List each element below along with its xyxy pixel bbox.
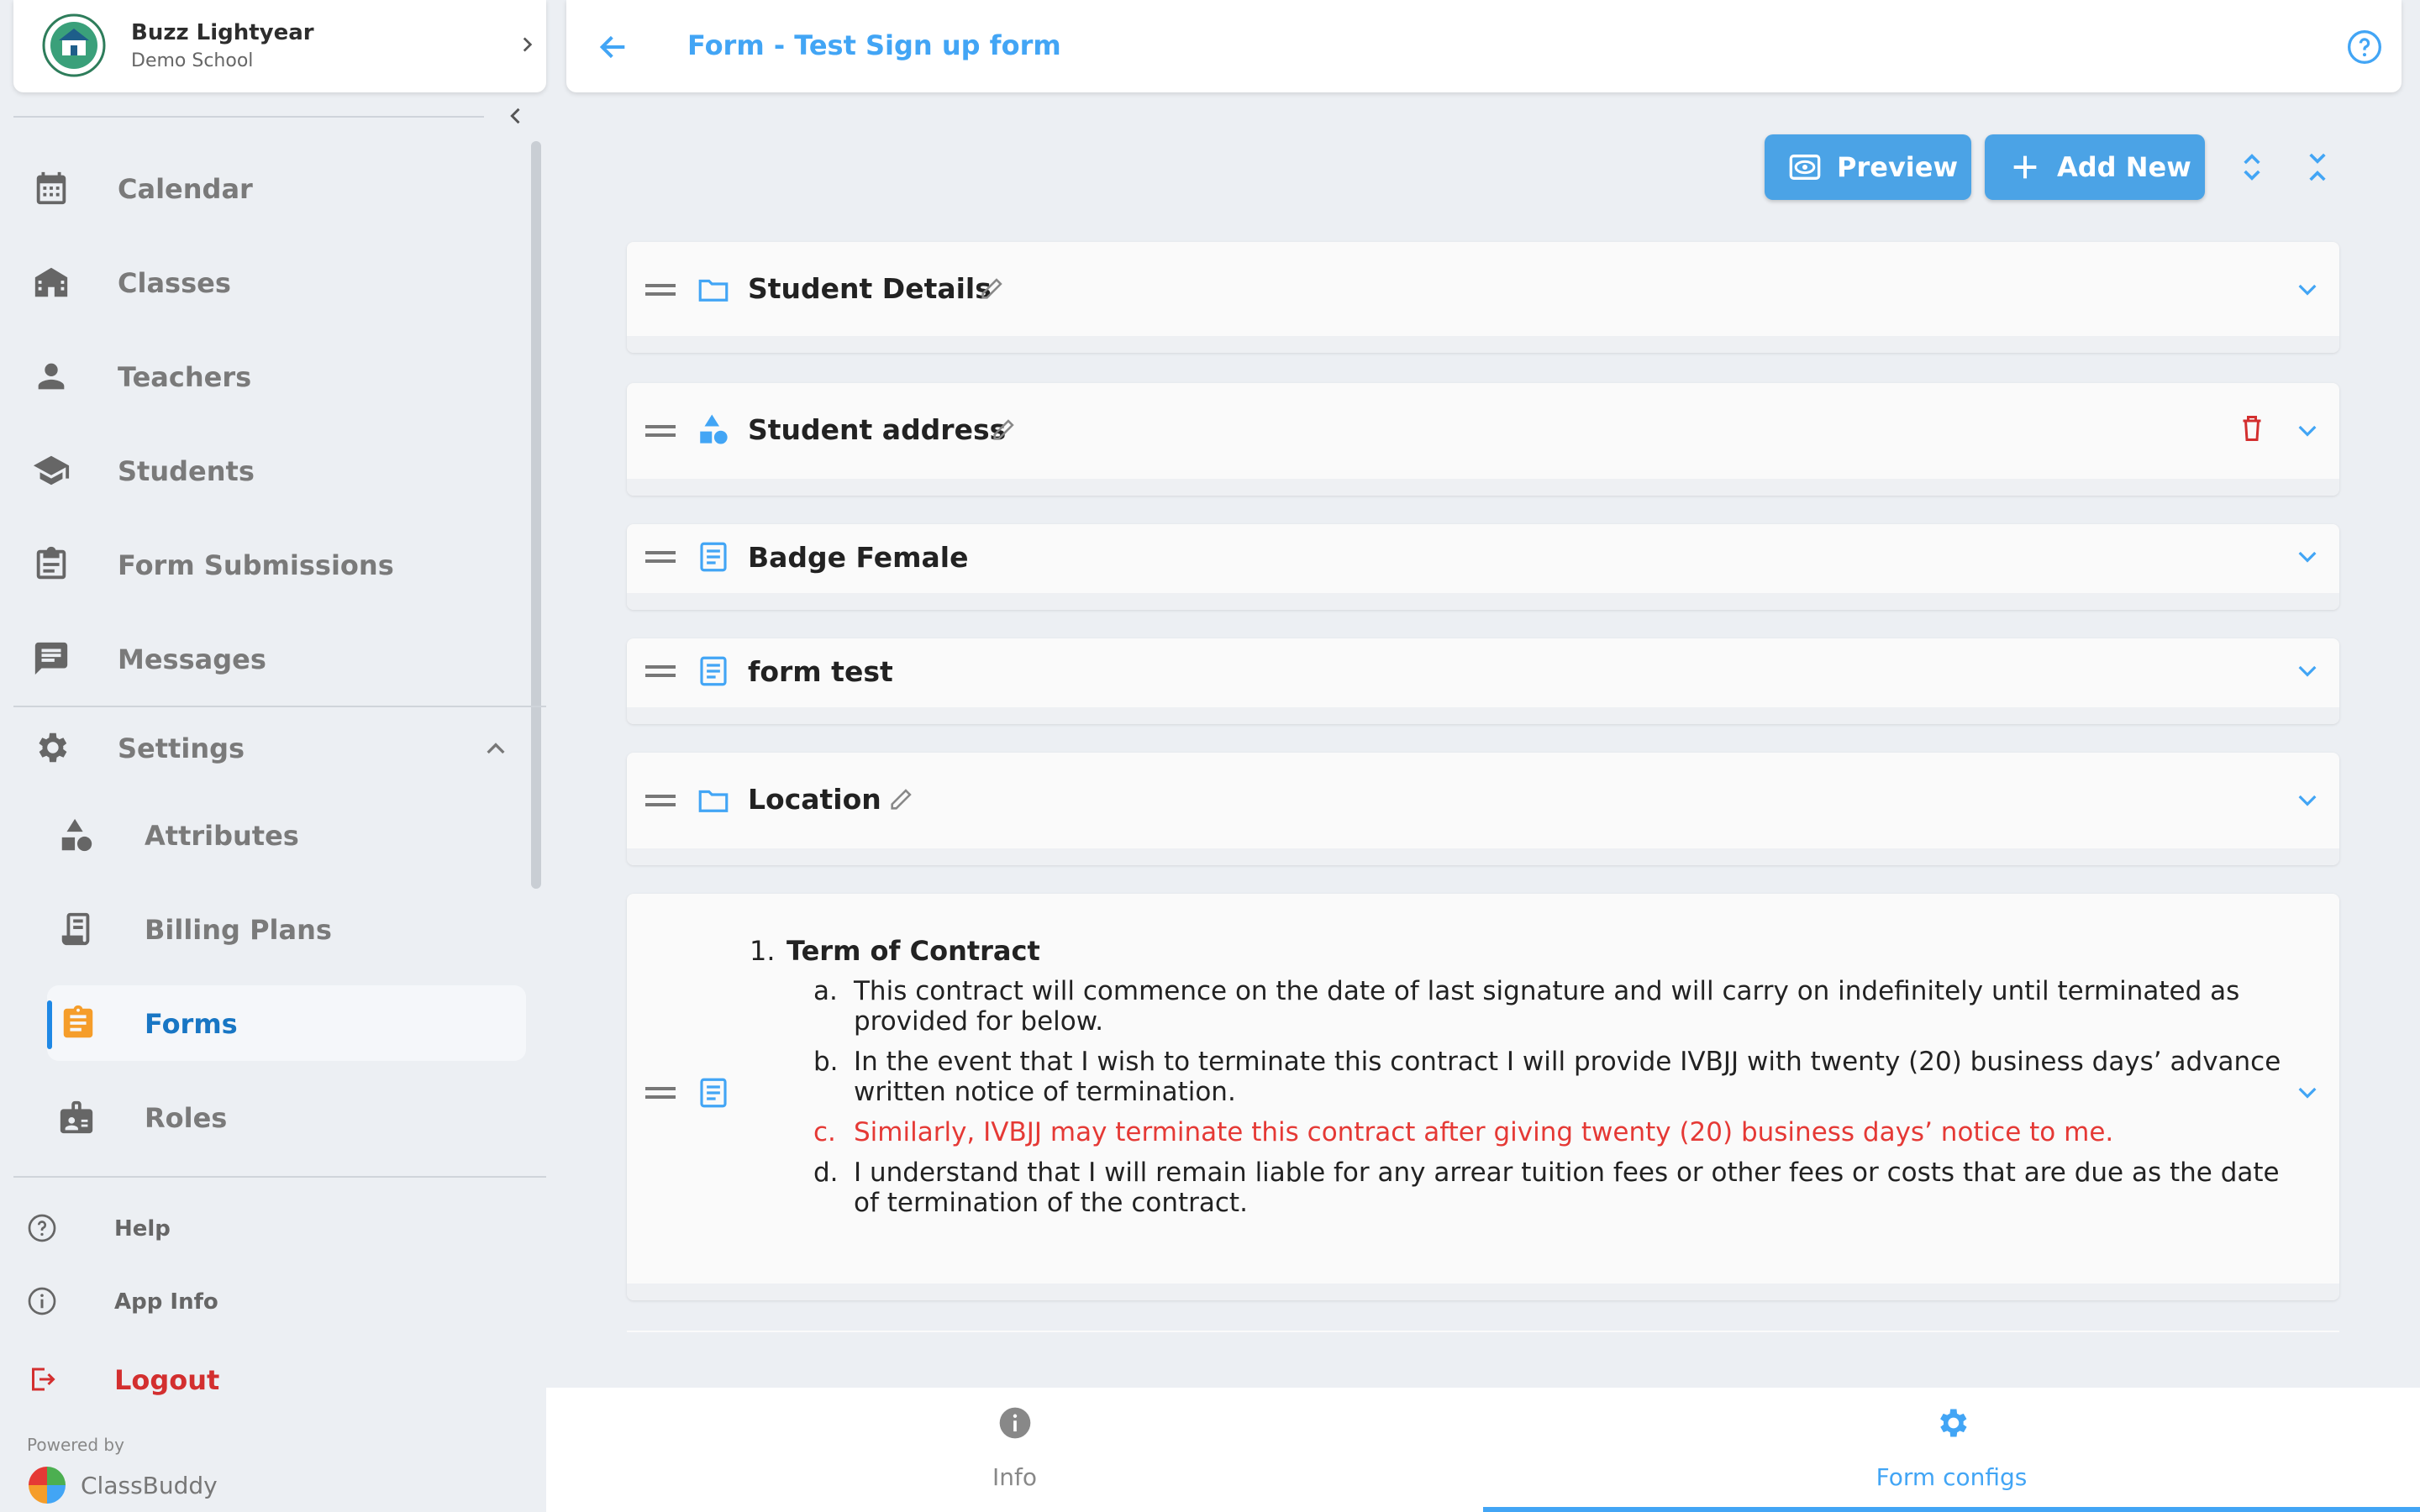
section-footer <box>627 593 2339 610</box>
tab-info[interactable] <box>546 1388 1483 1512</box>
sidebar <box>0 0 546 1512</box>
add-new-label: Add New <box>2057 151 2191 183</box>
drag-handle-icon[interactable] <box>645 795 676 806</box>
chevron-down-icon[interactable] <box>2294 276 2321 302</box>
message-icon <box>32 639 71 678</box>
powered-by-label: Powered by <box>27 1435 124 1455</box>
sidebar-item-label: Form Submissions <box>118 549 394 581</box>
form-section[interactable] <box>627 383 2339 496</box>
form-section-contract[interactable] <box>627 894 2339 1300</box>
info-circle-icon <box>27 1286 57 1316</box>
clipboard-list-icon <box>59 1004 97 1042</box>
item-letter: a. <box>813 976 838 1006</box>
profile-school: Demo School <box>131 50 254 71</box>
sidebar-item-calendar[interactable] <box>13 150 526 226</box>
expand-all-icon[interactable] <box>2235 150 2269 185</box>
arrow-back-icon[interactable] <box>597 30 630 64</box>
item-letter: c. <box>813 1117 836 1147</box>
item-letter: b. <box>813 1047 839 1077</box>
pencil-icon[interactable] <box>990 415 1018 444</box>
section-footer <box>627 848 2339 865</box>
document-icon <box>696 1075 731 1110</box>
contract-number: 1. <box>750 935 776 967</box>
pencil-icon[interactable] <box>978 274 1007 302</box>
gear-icon <box>32 728 71 767</box>
sidebar-scrollbar[interactable] <box>531 141 541 889</box>
sidebar-item-label: Billing Plans <box>145 914 332 946</box>
page-header <box>566 0 2402 92</box>
sidebar-item-label: Calendar <box>118 173 253 205</box>
document-icon <box>696 654 731 689</box>
section-title: Location <box>748 783 881 816</box>
chevron-down-icon[interactable] <box>2294 786 2321 813</box>
eye-icon <box>1788 150 1822 184</box>
sidebar-item-form-submissions[interactable] <box>13 527 526 602</box>
section-footer <box>627 1284 2339 1300</box>
section-title: Badge Female <box>748 541 969 574</box>
pencil-icon[interactable] <box>887 785 916 813</box>
document-icon <box>696 539 731 575</box>
form-section[interactable] <box>627 638 2339 724</box>
tab-form-configs[interactable] <box>1483 1388 2420 1512</box>
profile-card[interactable] <box>13 0 546 92</box>
logout-label: Logout <box>114 1364 220 1396</box>
item-text: In the event that I wish to terminate this contract I will provide IVBJJ with twenty (20) business days’ advance written notice of termination. <box>854 1047 2281 1107</box>
section-title: Student Details <box>748 272 992 305</box>
school-building-icon <box>32 263 71 302</box>
shapes-icon <box>696 412 731 447</box>
profile-name: Buzz Lightyear <box>131 20 314 45</box>
sidebar-item-label: Roles <box>145 1102 228 1134</box>
folder-icon <box>696 783 731 818</box>
sidebar-item-label: Messages <box>118 643 266 675</box>
sidebar-item-app-info[interactable] <box>13 1276 350 1326</box>
divider <box>13 706 546 707</box>
graduation-cap-icon <box>32 451 71 490</box>
section-footer <box>627 336 2339 353</box>
drag-handle-icon[interactable] <box>645 665 676 677</box>
sidebar-item-help[interactable] <box>13 1203 350 1253</box>
info-icon <box>997 1404 1034 1441</box>
calendar-icon <box>32 169 71 207</box>
add-new-button[interactable] <box>1985 134 2205 200</box>
chevron-right-icon <box>516 34 538 55</box>
section-title: Student address <box>748 413 1007 446</box>
sidebar-item-students[interactable] <box>13 433 526 508</box>
form-section[interactable] <box>627 524 2339 610</box>
item-text: This contract will commence on the date of last signature and will carry on indefinitely until terminated as provided for below. <box>854 976 2240 1037</box>
page-title: Form - Test Sign up form <box>687 29 1061 61</box>
sidebar-item-label: Forms <box>145 1008 238 1040</box>
sidebar-item-label: Teachers <box>118 361 252 393</box>
logout-button[interactable] <box>13 1354 350 1404</box>
sidebar-item-label: Classes <box>118 267 231 299</box>
sidebar-item-label: Help <box>114 1216 171 1242</box>
divider <box>13 1176 546 1178</box>
contract-heading <box>750 935 2282 967</box>
preview-button[interactable] <box>1765 134 1971 200</box>
form-section[interactable] <box>627 242 2339 353</box>
tab-label: Form configs <box>1876 1463 2028 1491</box>
help-circle-icon[interactable] <box>2346 29 2383 66</box>
sidebar-item-label: App Info <box>114 1289 218 1315</box>
item-letter: d. <box>813 1158 839 1188</box>
item-text: I understand that I will remain liable for any arrear tuition fees or other fees or costs that are due as the date of termination of the contract. <box>854 1158 2280 1218</box>
sidebar-item-label: Settings <box>118 732 245 764</box>
sidebar-item-attributes[interactable] <box>13 797 526 873</box>
contract-item-highlighted <box>786 1117 2282 1147</box>
divider <box>627 1331 2339 1332</box>
folder-icon <box>696 272 731 307</box>
contract-item <box>786 1047 2282 1107</box>
contract-heading-text: Term of Contract <box>786 935 1040 967</box>
divider <box>13 116 484 118</box>
chevron-down-icon[interactable] <box>2294 657 2321 684</box>
logout-icon <box>27 1364 57 1394</box>
shapes-icon <box>57 816 96 854</box>
sidebar-item-forms[interactable] <box>47 985 526 1061</box>
trash-icon[interactable] <box>2237 412 2267 445</box>
badge-icon <box>57 1098 96 1137</box>
collapse-all-icon[interactable] <box>2301 150 2334 185</box>
sidebar-item-label: Students <box>118 455 255 487</box>
bottom-tabs <box>546 1388 2420 1512</box>
chevron-up-icon[interactable] <box>482 736 509 763</box>
preview-label: Preview <box>1837 151 1959 183</box>
classbuddy-logo-icon <box>27 1465 67 1505</box>
drag-handle-icon[interactable] <box>645 284 676 296</box>
school-logo-icon <box>40 12 108 79</box>
sidebar-item-roles[interactable] <box>13 1079 526 1155</box>
section-footer <box>627 707 2339 724</box>
sidebar-item-billing-plans[interactable] <box>13 891 526 967</box>
contract-item <box>786 976 2282 1037</box>
section-footer <box>627 479 2339 496</box>
chevron-down-icon[interactable] <box>2294 417 2321 444</box>
sidebar-item-settings[interactable] <box>13 710 526 785</box>
brand-name: ClassBuddy <box>81 1472 218 1499</box>
sidebar-item-messages[interactable] <box>13 621 526 696</box>
sidebar-item-classes[interactable] <box>13 244 526 320</box>
clipboard-icon <box>32 545 71 584</box>
chevron-down-icon[interactable] <box>2294 1079 2321 1105</box>
contract-text <box>750 935 2282 1218</box>
gear-icon <box>1933 1404 1970 1441</box>
item-text: Similarly, IVBJJ may terminate this contract after giving twenty (20) business days’ notice to me. <box>854 1117 2114 1147</box>
form-section[interactable] <box>627 753 2339 865</box>
plus-icon <box>2008 150 2042 184</box>
drag-handle-icon[interactable] <box>645 1087 676 1099</box>
drag-handle-icon[interactable] <box>645 425 676 437</box>
contract-item <box>786 1158 2282 1218</box>
drag-handle-icon[interactable] <box>645 551 676 563</box>
sidebar-item-label: Attributes <box>145 820 299 852</box>
sidebar-item-teachers[interactable] <box>13 339 526 414</box>
person-icon <box>32 357 71 396</box>
collapse-sidebar-icon[interactable] <box>504 104 528 128</box>
receipt-icon <box>57 910 96 948</box>
section-title: form test <box>748 655 893 688</box>
help-circle-icon <box>27 1213 57 1243</box>
chevron-down-icon[interactable] <box>2294 543 2321 570</box>
tab-label: Info <box>992 1463 1037 1491</box>
